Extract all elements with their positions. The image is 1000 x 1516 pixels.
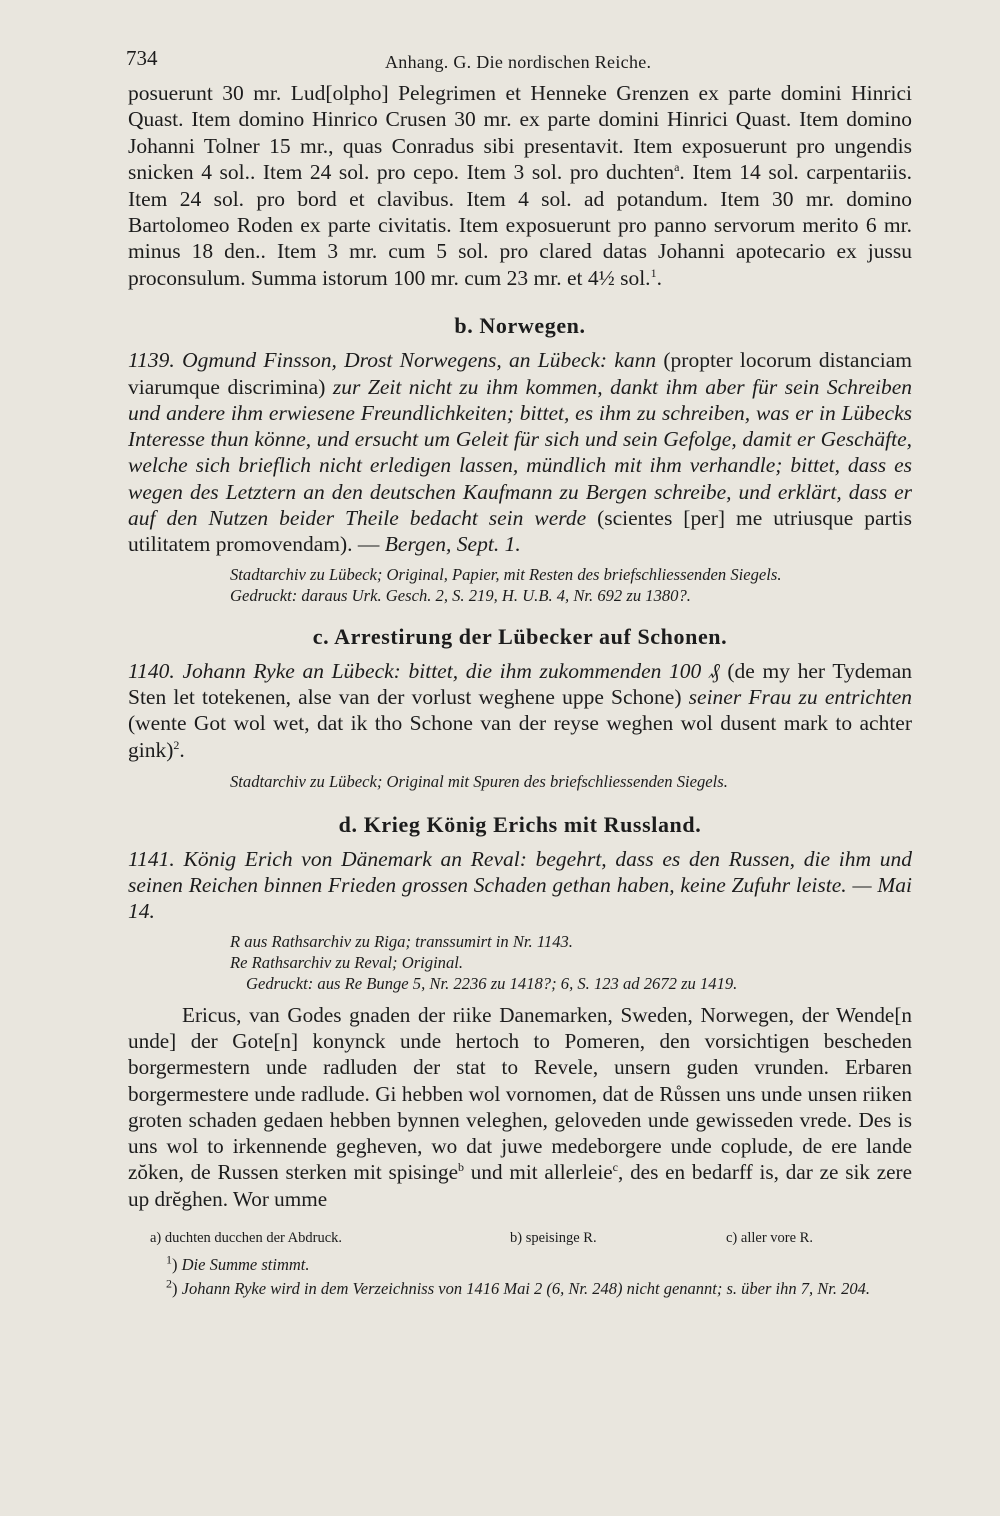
section-title-c: c. Arrestirung der Lübecker auf Schonen.: [312, 623, 728, 649]
source-note: Stadtarchiv zu Lübeck; Original, Papier, mit Resten des briefschliessenden Siegels.: [230, 564, 782, 584]
explanatory-footnotes: [128, 1254, 912, 1299]
entry-number: 1139.: [128, 348, 175, 373]
entry-number: 1140.: [128, 658, 175, 683]
entry-1139: 1139. Ogmund Finsson, Drost Norwegens, an Lübeck: kann (propter locorum distanciam viarumque discrimina) zur Zeit nicht zu ihm kommen, dankt ihm aber für sein Schreiben und andere ihm erwiesene Freundlichkeiten; bittet, es ihm zu schreiben, was er in Lübecks Interesse thun könne, und ersucht um Geleit für sich und sein Gefolge, damit er Geschäfte, welche sich brieflich nicht erledigen lassen, mündlich mit ihm verhandle; bittet, dass es wegen des Letztern an den deutschen Kaufmann zu Bergen schreibe, und erklärt, dass er auf den Nutzen beider Theile bedacht sein werde (scientes [per] me utriusque partis utilitatem promovendam). — Bergen, Sept. 1.: [128, 348, 913, 557]
footnote-c: c) aller vore R.: [726, 1230, 813, 1247]
footnote-1: $^1$) Die Summe stimmt.: [166, 1252, 310, 1275]
footnote-2: $^2$) Johann Ryke wird in dem Verzeichniss von 1416 Mai 2 (6, Nr. 248) nicht genannt; s. über ihn 7, Nr. 204.: [166, 1276, 870, 1299]
print-note: Gedruckt: aus Re Bunge 5, Nr. 2236 zu 1418?; 6, S. 123 ad 2672 zu 1419.: [246, 973, 738, 993]
footnote-ref-2: 2: [173, 737, 180, 752]
footnote-ref-b: b: [458, 1160, 464, 1175]
footnote-ref-c: c: [612, 1160, 618, 1175]
footnote-b: b) speisinge R.: [510, 1230, 597, 1247]
running-title: Anhang. G. Die nordischen Reiche.: [385, 52, 652, 72]
source-note: R aus Rathsarchiv zu Riga; transsumirt in Nr. 1143.: [230, 931, 573, 951]
page-number: 734: [126, 46, 158, 70]
footnote-ref-a: a: [674, 160, 680, 175]
footnote-ref-1: 1: [650, 265, 657, 280]
print-note: Gedruckt: daraus Urk. Gesch. 2, S. 219, H. U.B. 4, Nr. 692 zu 1380?.: [230, 585, 691, 605]
running-head: [128, 42, 912, 78]
continued-account-text: posuerunt 30 mr. Lud[olpho] Pelegrimen et Henneke Grenzen ex parte domini Hinrici Quast. Item domino Hinrico Crusen 30 mr. ex parte domini Hinrici Quast. Item domino Johanni Tolner 15 mr., quas Conradus sibi presentavit. Item exposuerunt pro ungendis snicken 4 sol.. Item 24 sol. pro cepo. Item 3 sol. pro duchten$^a$. Item 14 sol. carpentariis. Item 24 sol. pro bord et clavibus. Item 4 sol. ad potandum. Item 30 mr. domino Bartolomeo Roden ex parte civitatis. Item exposuerunt pro panno servorum merito 6 mr. minus 18 den.. Item 3 mr. cum 5 sol. pro clared datas Johanni apotecario ex jussu proconsulum. Summa istorum 100 mr. cum 23 mr. et 4½ sol.$^1$.: [128, 81, 912, 290]
footnote-a: a) duchten ducchen der Abdruck.: [150, 1230, 343, 1247]
mark-symbol: ₰: [708, 658, 720, 683]
textual-footnotes: [128, 1230, 912, 1254]
text-column: [128, 42, 912, 1299]
section-title-b: b. Norwegen.: [454, 313, 586, 339]
section-title-d: d. Krieg König Erichs mit Russland.: [338, 811, 702, 837]
letter-text: Ericus, van Godes gnaden der riike Danemarken, Sweden, Norwegen, der Wende[n unde] der Gote[n] konynck unde hertoch to Pomeren, den vorsichtigen bescheden borgermestern unde radluden der stat to Revele, unsern guden vrunden. Erbaren borgermestere unde radlude. Gi hebben wol vornomen, dat de Růssen uns unde unsen riiken groten schaden gedaen hebben bynnen veleghen, geloveden unde gewisseden vrede. Des is uns wol to irkennende gegheven, wo dat juwe medeborgere unde coplude, de ere lande zŏken, de Russen sterken mit spisinge$^b$ und mit allerleie$^c$, des en bedarff is, dar ze sik zere up drĕghen. Wor umme: [128, 1002, 912, 1211]
source-note: Stadtarchiv zu Lübeck; Original mit Spuren des briefschliessenden Siegels.: [230, 771, 728, 791]
source-note: Re Rathsarchiv zu Reval; Original.: [230, 952, 464, 972]
entry-1140: 1140. Johann Ryke an Lübeck: bittet, die ihm zukommenden 100 ₰ (de my her Tydeman Sten let totekenen, alse van der vorlust weghene uppe Schone) seiner Frau zu entrichten (wente Got wol wet, dat ik tho Schone van der reyse weghen wol dusent mark to achter gink)$^2$.: [128, 658, 913, 762]
entry-number: 1141.: [128, 846, 175, 871]
entry-1141: 1141. König Erich von Dänemark an Reval: begehrt, dass es den Russen, die ihm und seinen Reichen binnen Frieden grossen Schaden gethan haben, keine Zufuhr leiste. — Mai 14.: [128, 846, 912, 924]
